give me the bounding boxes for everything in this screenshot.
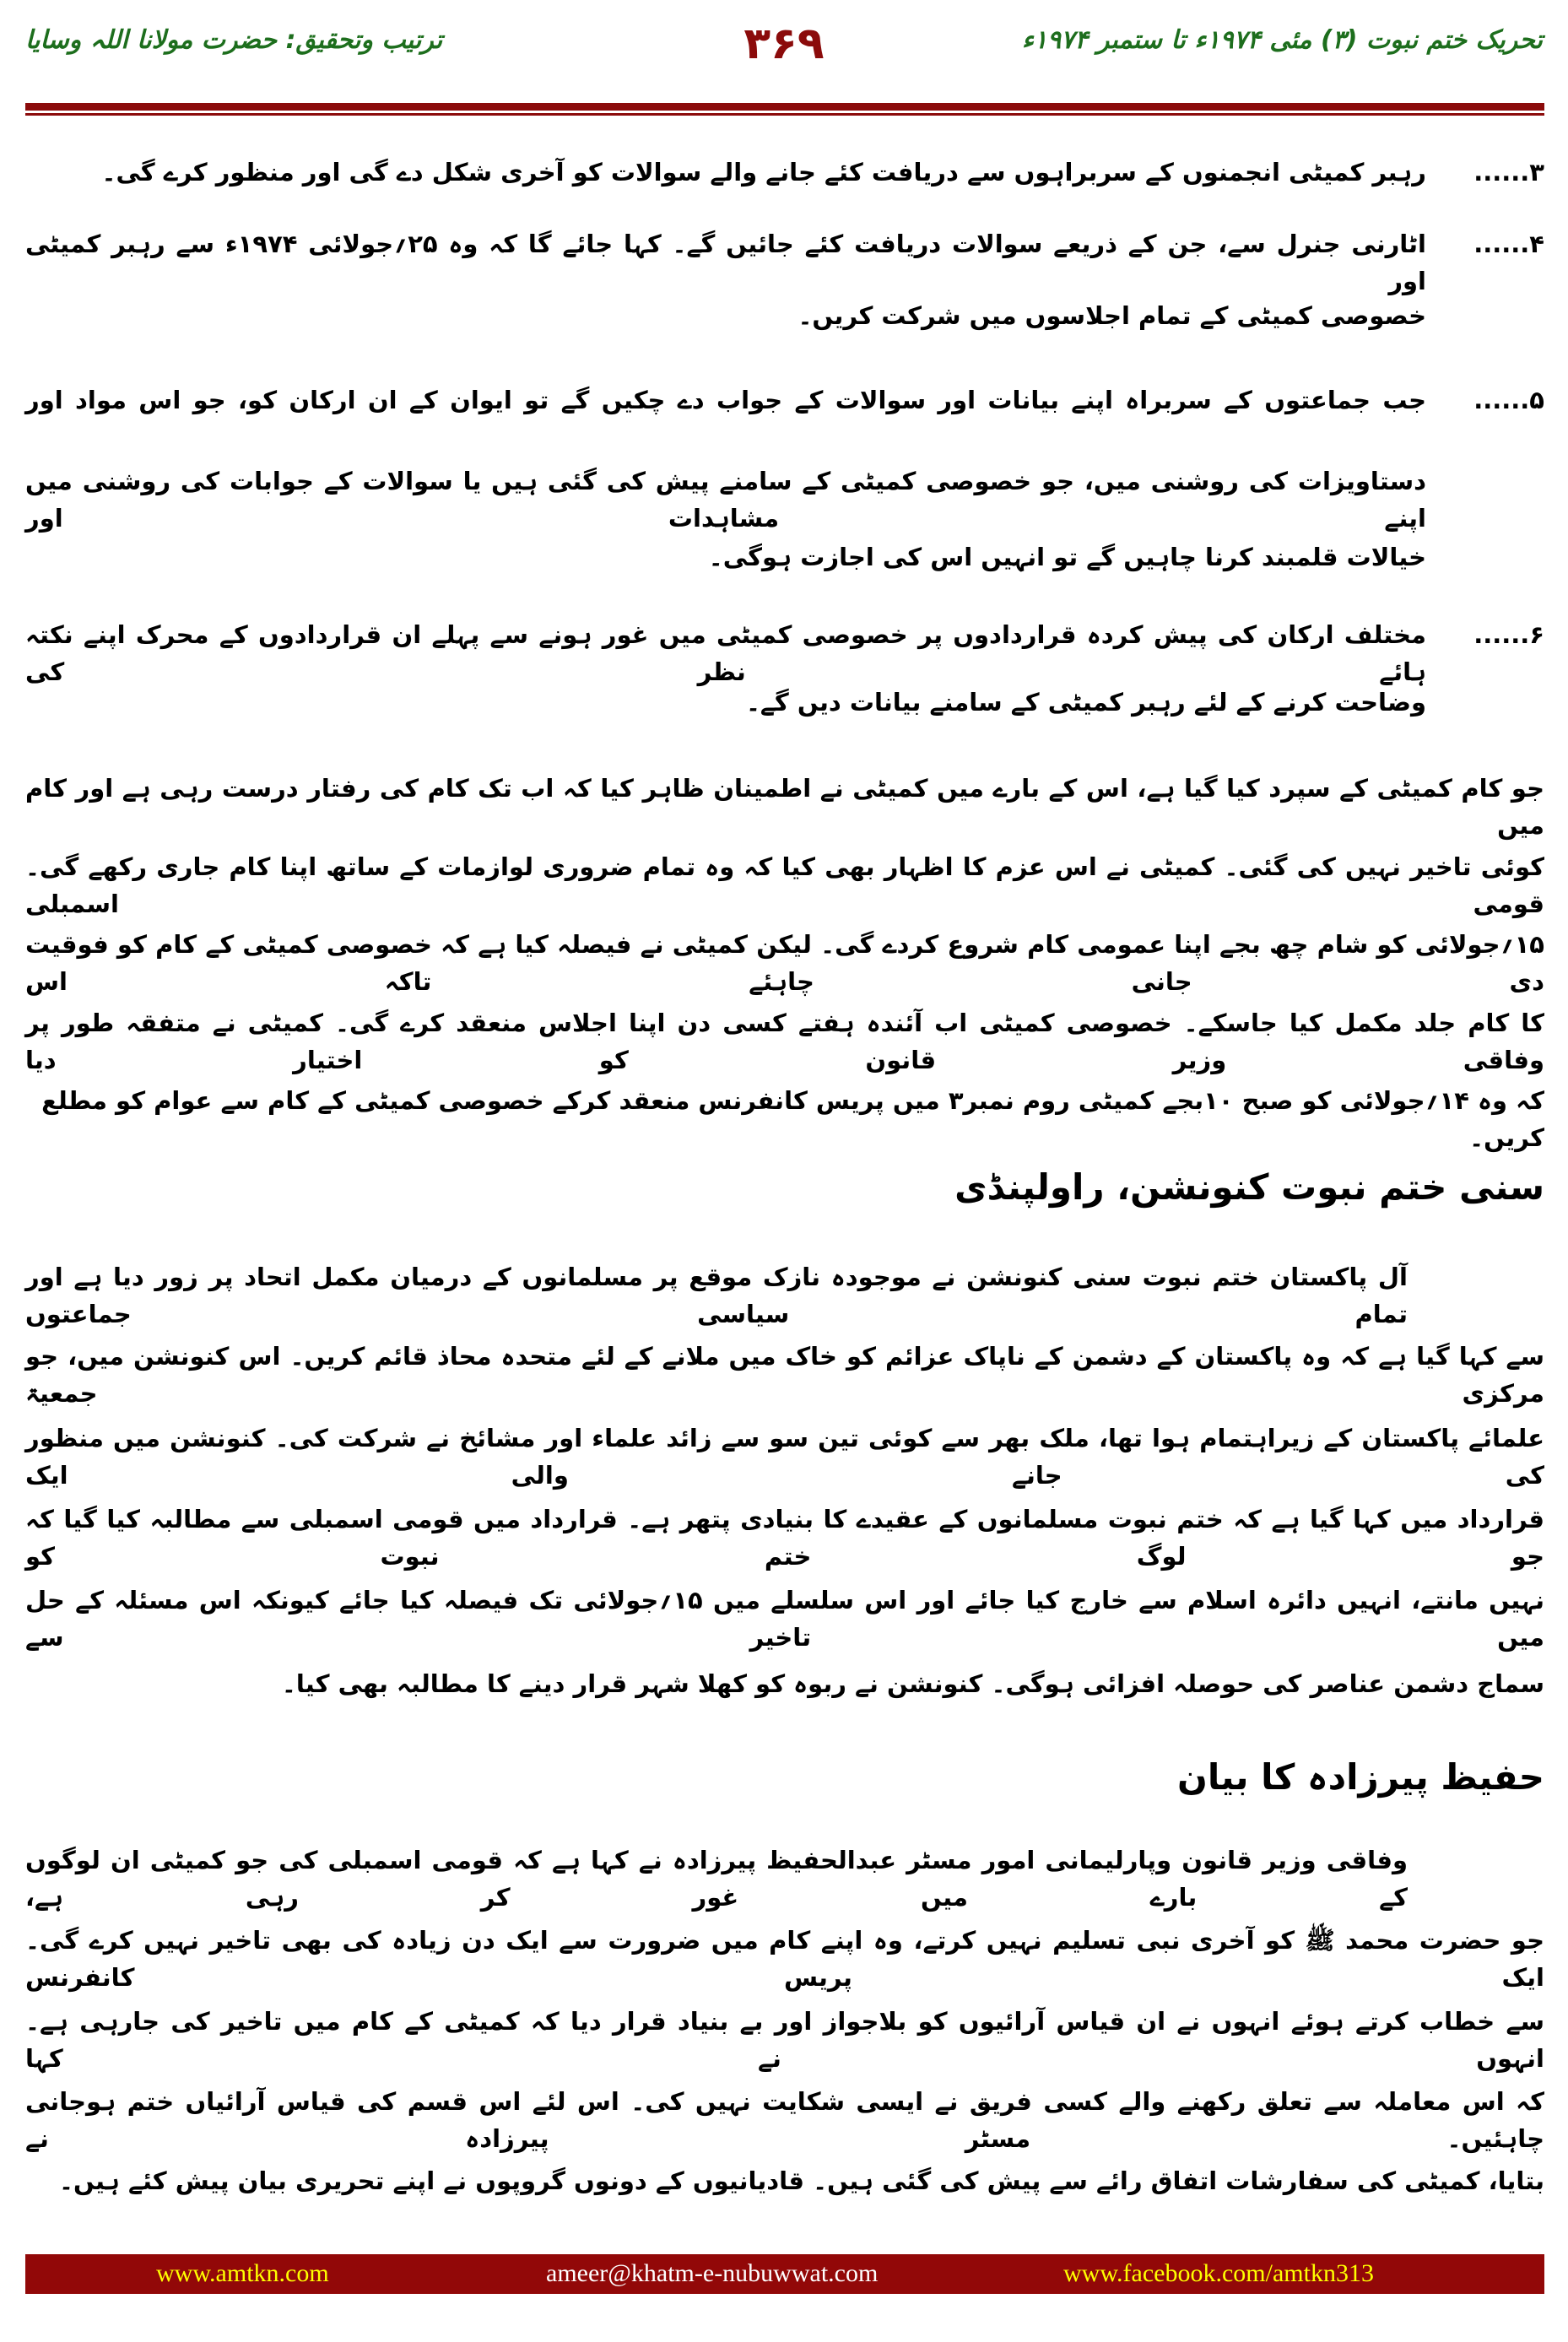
item-text: وضاحت کرنے کے لئے رہبر کمیٹی کے سامنے بیانات دیں گے۔ [745,688,1426,717]
email-link[interactable]: ameer@khatm-e-nubuwwat.com [546,2259,879,2287]
footer-bar [25,2254,1544,2294]
paragraph-line: آل پاکستان ختم نبوت سنی کنونشن نے موجودہ نازک موقع پر مسلمانوں کے درمیان مکمل اتحاد پر زور دیا ہے اور تمام سیاسی جماعتوں [25,1263,1408,1328]
paragraph-line: بتایا، کمیٹی کی سفارشات اتفاق رائے سے پیش کی گئی ہیں۔ قادیانیوں کے دونوں گروپوں نے اپنے تحریری بیان پیش کئے ہیں۔ [58,2166,1544,2195]
paragraph-line: کوئی تاخیر نہیں کی گئی۔ کمیٹی نے اس عزم کا اظہار بھی کیا کہ وہ تمام ضروری لوازمات کے ساتھ اپنا کام جاری رکھے گی۔ قومی اسمبلی [25,852,1544,918]
paragraph-line: قرارداد میں کہا گیا ہے کہ ختم نبوت مسلمانوں کے عقیدے کا بنیادی پتھر ہے۔ قرارداد میں قومی اسمبلی سے مطالبہ کیا گیا کہ جو لوگ ختم نبوت کو [25,1505,1544,1571]
paragraph-line: وفاقی وزیر قانون وپارلیمانی امور مسٹر عبدالحفیظ پیرزادہ نے کہا ہے کہ قومی اسمبلی کی جو کمیٹی ان لوگوں کے بارے میں غور کر رہی ہے، [25,1846,1408,1912]
paragraph-line: نہیں مانتے، انہیں دائرہ اسلام سے خارج کیا جائے اور اس سلسلے میں ۱۵؍جولائی تک فیصلہ کیا جائے کیونکہ اس مسئلہ کے حل میں تاخیر سے [25,1586,1544,1652]
running-title: تحریک ختم نبوت (۳) مئی ۱۹۷۴ء تا ستمبر ۱۹۷۴ء [1021,25,1543,55]
item-number: ۶...... [1473,620,1544,649]
paragraph-line: سماج دشمن عناصر کی حوصلہ افزائی ہوگی۔ کنونشن نے ربوہ کو کھلا شہر قرار دینے کا مطالبہ بھی کیا۔ [281,1669,1544,1698]
paragraph-line: سے کہا گیا ہے کہ وہ پاکستان کے دشمن کے ناپاک عزائم کو خاک میں ملانے کے لئے متحدہ محاذ قائم کریں۔ اس کنونشن میں، جو مرکزی جمعیۃ [25,1342,1545,1408]
paragraph-line: جو حضرت محمد ﷺ کو آخری نبی تسلیم نہیں کرتے، وہ اپنے کام میں ضرورت سے ایک دن زیادہ کی بھی تاخیر نہیں کرے گی۔ ایک پریس کانفرنس [25,1926,1544,1992]
page-number: ۳۶۹ [743,19,825,69]
paragraph-line: کہ وہ ۱۴؍جولائی کو صبح ۱۰بجے کمیٹی روم نمبر۳ میں پریس کانفرنس منعقد کرکے خصوصی کمیٹی کے کام سے عوام کو مطلع کریں۔ [41,1086,1544,1152]
item-number: ۴...... [1473,230,1544,258]
item-number: ۳...... [1473,158,1544,187]
item-text: خیالات قلمبند کرنا چاہیں گے تو انہیں اس کی اجازت ہوگی۔ [708,543,1426,571]
paragraph-line: علمائے پاکستان کے زیراہتمام ہوا تھا، ملک بھر سے کوئی تین سو سے زائد علماء اور مشائخ نے شرکت کی۔ کنونشن میں منظور کی جانے والی ایک [25,1424,1544,1490]
paragraph-line: ۱۵؍جولائی کو شام چھ بجے اپنا عمومی کام شروع کردے گی۔ لیکن کمیٹی نے فیصلہ کیا ہے کہ خصوصی کمیٹی کے کام کو فوقیت دی جانی چاہئے تاکہ اس [25,930,1544,996]
paragraph-line: سے خطاب کرتے ہوئے انہوں نے ان قیاس آرائیوں کو بلاجواز اور بے بنیاد قرار دیا کہ کمیٹی کے کام میں تاخیر کی جارہی ہے۔ انہوں نے کہا [25,2007,1544,2073]
item-text: اٹارنی جنرل سے، جن کے ذریعے سوالات دریافت کئے جائیں گے۔ کہا جائے گا کہ وہ ۲۵؍جولائی ۱۹۷۴ء سے رہبر کمیٹی اور [25,230,1427,295]
website-link[interactable]: www.amtkn.com [156,2259,329,2287]
item-text: رہبر کمیٹی انجمنوں کے سربراہوں سے دریافت کئے جانے والے سوالات کو آخری شکل دے گی اور منظور کرے گی۔ [101,158,1426,187]
section-heading: حفیظ پیرزادہ کا بیان [1177,1756,1544,1798]
item-text: مختلف ارکان کی پیش کردہ قراردادوں پر خصوصی کمیٹی میں غور ہونے سے پہلے ان قراردادوں کے محرک اپنے نکتہ ہائے نظر کی [25,620,1426,686]
compiler-credit: ترتیب وتحقیق: حضرت مولانا اللہ وسایا [25,25,443,55]
paragraph-line: کہ اس معاملہ سے تعلق رکھنے والے کسی فریق نے ایسی شکایت نہیں کی۔ اس لئے اس قسم کی قیاس آرائیاں ختم ہوجانی چاہئیں۔ مسٹر پیرزادہ نے [25,2087,1544,2153]
item-number: ۵...... [1473,386,1544,414]
paragraph-line: جو کام کمیٹی کے سپرد کیا گیا ہے، اس کے بارے میں کمیٹی نے اطمینان ظاہر کیا کہ اب تک کام کی رفتار درست رہی ہے اور کام میں [25,774,1544,840]
facebook-link[interactable]: www.facebook.com/amtkn313 [1063,2259,1374,2287]
item-text: جب جماعتوں کے سربراہ اپنے بیانات اور سوالات کے جواب دے چکیں گے تو ایوان کے ان ارکان کو، جو اس مواد اور [25,386,1426,414]
header-rule [25,103,1544,111]
header-rule-thin [25,113,1544,116]
item-text: دستاویزات کی روشنی میں، جو خصوصی کمیٹی کے سامنے پیش کی گئی ہیں یا سوالات کے جوابات کی روشنی میں اپنے مشاہدات اور [25,467,1426,533]
section-heading: سنی ختم نبوت کنونشن، راولپنڈی [954,1166,1544,1208]
item-text: خصوصی کمیٹی کے تمام اجلاسوں میں شرکت کریں۔ [798,301,1426,330]
paragraph-line: کا کام جلد مکمل کیا جاسکے۔ خصوصی کمیٹی اب آئندہ ہفتے کسی دن اپنا اجلاس منعقد کرے گی۔ کمیٹی نے متفقہ طور پر وفاقی وزیر قانون کو اختیار دیا [25,1009,1544,1074]
